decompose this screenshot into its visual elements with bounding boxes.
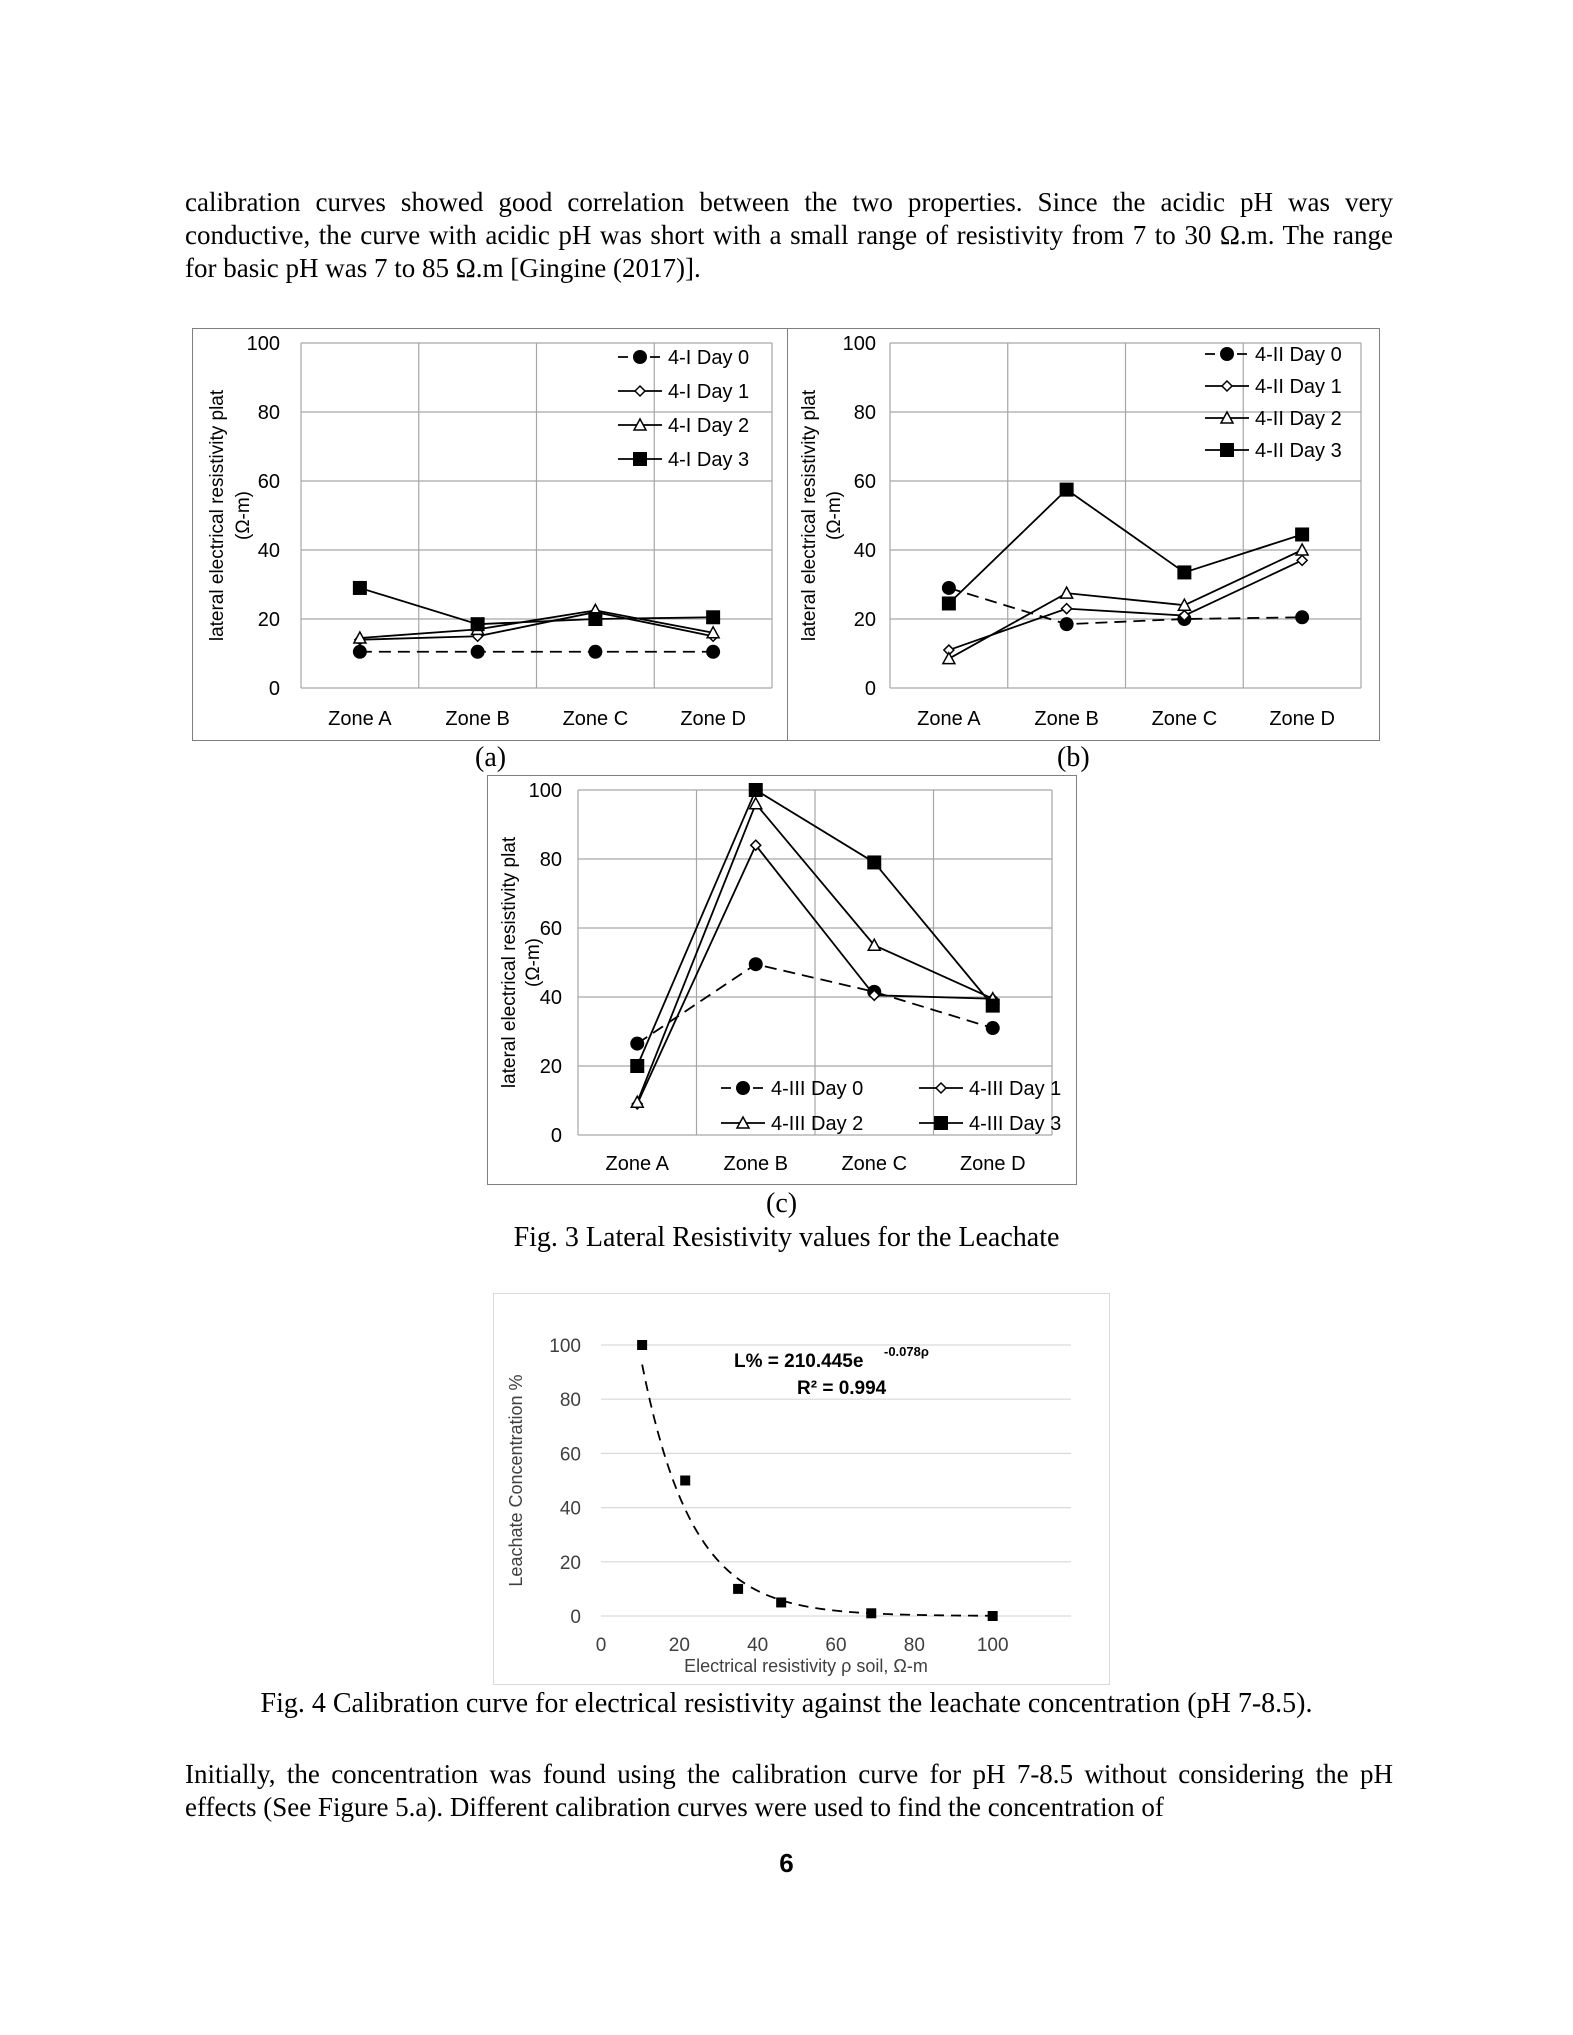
data-point (749, 783, 763, 797)
data-point (588, 612, 602, 626)
data-point (631, 1096, 643, 1107)
y-tick-label: 60 (853, 471, 876, 493)
x-tick-label: Zone D (680, 708, 746, 730)
x-tick-label: Zone C (562, 708, 629, 730)
legend-marker (936, 1083, 946, 1093)
data-point (706, 645, 720, 659)
data-point (986, 1021, 1000, 1035)
data-point (680, 1476, 690, 1486)
y-tick-label: 0 (268, 678, 280, 700)
x-tick-label: Zone A (917, 708, 981, 730)
chart-b (788, 329, 1378, 739)
chart-fig4 (494, 1294, 1108, 1683)
fig4-caption: Fig. 4 Calibration curve for electrical resistivity against the leachate concentration (pH 7-8.5). (260, 1688, 1313, 1719)
trendline-equation: L% = 210.445e (734, 1351, 864, 1372)
chart-b-frame (787, 328, 1380, 741)
chart-c (488, 776, 1075, 1183)
data-point (776, 1597, 786, 1607)
legend-label: 4-II Day 1 (1255, 376, 1342, 398)
legend-label: 4-III Day 2 (771, 1113, 864, 1135)
legend-marker (633, 452, 647, 466)
fig3-caption: Fig. 3 Lateral Resistivity values for the Leachate (513, 1222, 1060, 1253)
y-axis-title: lateral electrical resistivity plat (499, 836, 520, 1089)
legend-marker (736, 1081, 750, 1095)
data-point (988, 1611, 998, 1621)
x-tick-label: Zone C (1151, 708, 1218, 730)
trendline-equation-exponent: -0.078ρ (884, 1344, 929, 1359)
y-tick-label: 40 (539, 987, 562, 1009)
y-tick-label: 100 (549, 1336, 581, 1357)
y-tick-label: 40 (853, 540, 876, 562)
y-tick-label: 60 (559, 1444, 581, 1466)
y-axis-title: lateral electrical resistivity plat (799, 389, 820, 642)
x-tick-label: Zone D (959, 1153, 1026, 1175)
x-tick-label: 20 (668, 1635, 690, 1656)
y-tick-label: 100 (842, 333, 876, 355)
y-axis-unit: (Ω-m) (523, 937, 544, 988)
x-tick-label: 100 (976, 1635, 1009, 1656)
data-point (1295, 527, 1309, 541)
data-point (1060, 617, 1074, 631)
x-axis-title: Electrical resistivity ρ soil, Ω-m (684, 1656, 928, 1676)
data-point (630, 1059, 644, 1073)
y-tick-label: 20 (559, 1552, 581, 1574)
y-tick-label: 100 (528, 780, 562, 802)
y-tick-label: 80 (559, 1390, 581, 1412)
legend-marker (1220, 443, 1234, 457)
y-tick-label: 20 (257, 609, 280, 631)
chart-fig4-frame (493, 1293, 1110, 1685)
chart-a (193, 329, 790, 739)
paragraph-bottom: Initially, the concentration was found using the calibration curve for pH 7-8.5 without considering the pH effects (See Figure 5.a). Different calibration curves were used to find the concentration of (185, 1759, 1393, 1822)
x-tick-label: Zone B (1034, 708, 1099, 730)
legend-label: 4-I Day 2 (668, 415, 750, 437)
x-tick-label: Zone B (723, 1153, 788, 1175)
y-tick-label: 40 (257, 540, 280, 562)
legend-marker (1220, 347, 1234, 361)
x-tick-label: Zone A (328, 708, 392, 730)
y-tick-label: 80 (257, 402, 280, 424)
data-point (588, 645, 602, 659)
data-point (471, 617, 485, 631)
data-point (471, 645, 485, 659)
y-tick-label: 0 (550, 1125, 562, 1147)
chart-c-frame (487, 775, 1077, 1185)
y-tick-label: 40 (559, 1498, 581, 1520)
legend-marker (633, 350, 647, 364)
paragraph-top: calibration curves showed good correlation between the two properties. Since the acidic pH was very conductive, the curve with acidic pH was short with a small range of resistivity from 7 to 30 Ω.m. The range for basic pH was 7 to 85 Ω.m [Gingine (2017)]. (185, 187, 1393, 283)
x-tick-label: Zone B (445, 708, 510, 730)
data-point (1062, 604, 1072, 614)
legend-label: 4-II Day 0 (1255, 344, 1342, 366)
y-tick-label: 20 (539, 1056, 562, 1078)
y-tick-label: 60 (257, 471, 280, 493)
data-point (706, 610, 720, 624)
x-tick-label: Zone D (1269, 708, 1335, 730)
legend-label: 4-I Day 3 (668, 449, 750, 471)
data-point (353, 581, 367, 595)
legend-label: 4-II Day 2 (1255, 408, 1342, 430)
data-point (637, 1340, 647, 1350)
subfigure-label-c: (c) (766, 1188, 798, 1219)
data-point (1295, 610, 1309, 624)
legend-label: 4-III Day 0 (771, 1078, 864, 1100)
y-tick-label: 80 (539, 849, 562, 871)
y-axis-unit: (Ω-m) (824, 490, 845, 541)
legend-marker (635, 386, 645, 396)
data-point (867, 855, 881, 869)
y-axis-unit: (Ω-m) (233, 490, 254, 541)
trendline (642, 1365, 991, 1616)
data-point (353, 645, 367, 659)
data-point (1060, 483, 1074, 497)
y-tick-label: 0 (864, 678, 876, 700)
y-axis-title: lateral electrical resistivity plat (207, 389, 228, 642)
data-point (986, 999, 1000, 1013)
data-point (1177, 565, 1191, 579)
data-point (749, 957, 763, 971)
legend-label: 4-I Day 1 (668, 381, 750, 403)
chart-a-frame (192, 328, 792, 741)
y-axis-title: Leachate Concentration % (506, 1374, 526, 1587)
x-tick-label: 0 (595, 1635, 607, 1656)
x-tick-label: Zone C (841, 1153, 908, 1175)
y-tick-label: 0 (570, 1607, 581, 1628)
legend-label: 4-III Day 1 (969, 1078, 1062, 1100)
x-tick-label: 60 (825, 1635, 847, 1656)
data-point (942, 596, 956, 610)
y-tick-label: 20 (853, 609, 876, 631)
legend-label: 4-I Day 0 (668, 347, 750, 369)
legend-label: 4-II Day 3 (1255, 440, 1342, 462)
y-tick-label: 60 (539, 918, 562, 940)
data-point (1061, 587, 1073, 598)
legend-marker (1222, 381, 1232, 391)
legend-marker (934, 1116, 948, 1130)
y-tick-label: 100 (246, 333, 280, 355)
subfigure-label-a: (a) (475, 742, 507, 773)
legend-label: 4-III Day 3 (969, 1113, 1062, 1135)
data-point (943, 653, 955, 664)
data-point (942, 581, 956, 595)
data-point (733, 1584, 743, 1594)
y-tick-label: 80 (853, 402, 876, 424)
data-point (866, 1608, 876, 1618)
page-number: 6 (779, 1848, 794, 1878)
data-point (630, 1037, 644, 1051)
data-point (1297, 555, 1307, 565)
subfigure-label-b: (b) (1057, 742, 1090, 773)
r-squared-label: R² = 0.994 (797, 1378, 887, 1399)
x-tick-label: 80 (903, 1635, 925, 1656)
x-tick-label: 40 (747, 1635, 769, 1656)
x-tick-label: Zone A (605, 1153, 669, 1175)
